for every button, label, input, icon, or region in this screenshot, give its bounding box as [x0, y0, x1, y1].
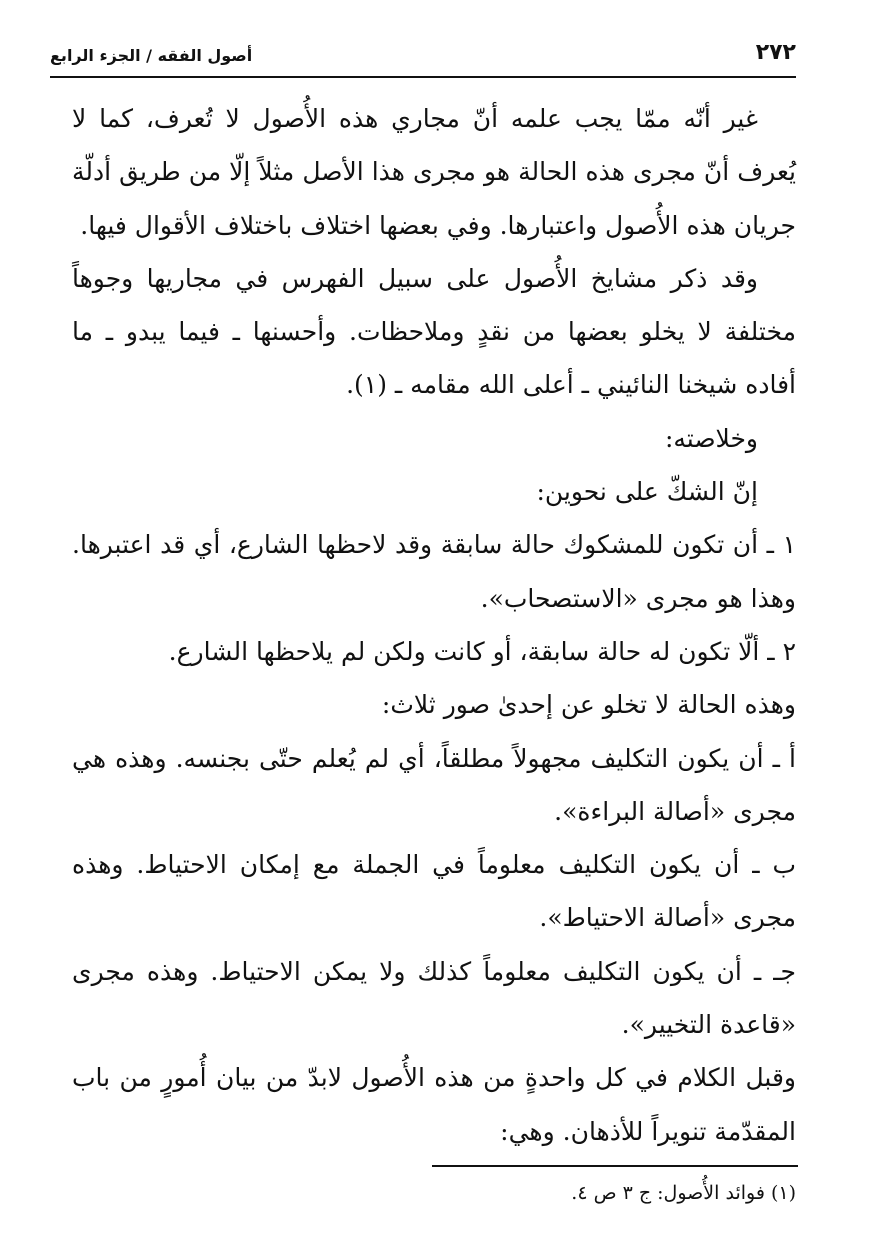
- paragraph: وخلاصته:: [664, 423, 758, 453]
- list-item: أ ـ أن يكون التكليف مجهولاً مطلقاً، أي لم يُعلم حتّى بجنسه. وهذه هي مجرى «أصالة البراءة».: [72, 743, 796, 826]
- footnote-divider: [432, 1165, 798, 1167]
- paragraph: إنّ الشكّ على نحوين:: [536, 477, 758, 507]
- running-title: أصول الفقه / الجزء الرابع: [50, 46, 253, 65]
- header-divider: [50, 76, 796, 78]
- body-text: [72, 92, 796, 1158]
- footnote: (١) فوائد الأُصول: ج ٣ ص ٤.: [571, 1182, 796, 1204]
- list-item: جـ ـ أن يكون التكليف معلوماً كذلك ولا يمكن الاحتياط. وهذه مجرى «قاعدة التخيير».: [72, 956, 796, 1040]
- page-header: [50, 40, 796, 80]
- page-number: ٢٧٢: [755, 40, 796, 65]
- list-item: ١ ـ أن تكون للمشكوك حالة سابقة وقد لاحظها الشارع، أي قد اعتبرها. وهذا هو مجرى «الاستصحاب».: [72, 530, 796, 613]
- list-item: ب ـ أن يكون التكليف معلوماً في الجملة مع إمكان الاحتياط. وهذه مجرى «أصالة الاحتياط».: [72, 850, 796, 933]
- paragraph: وقد ذكر مشايخ الأُصول على سبيل الفهرس في مجاريها وجوهاً مختلفة لا يخلو بعضها من نقدٍ وملاحظات. وأحسنها ـ فيما يبدو ـ ما أفاده شيخنا النائيني ـ أعلى الله مقامه ـ (١).: [72, 263, 796, 400]
- paragraph: غير أنّه ممّا يجب علمه أنّ مجاري هذه الأُصول لا تُعرف، كما لا يُعرف أنّ مجرى هذه الحالة هو مجرى هذا الأصل مثلاً إلّا من طريق أدلّة جريان هذه الأُصول واعتبارها. وفي بعضها اختلاف باختلاف الأقوال فيها.: [72, 104, 796, 240]
- list-item: ٢ ـ ألّا تكون له حالة سابقة، أو كانت ولكن لم يلاحظها الشارع.: [168, 636, 796, 666]
- paragraph: وهذه الحالة لا تخلو عن إحدىٰ صور ثلاث:: [381, 690, 796, 720]
- paragraph: وقبل الكلام في كل واحدةٍ من هذه الأُصول لابدّ من بيان أُمورٍ من باب المقدّمة تنويراً للأذهان. وهي:: [72, 1063, 796, 1146]
